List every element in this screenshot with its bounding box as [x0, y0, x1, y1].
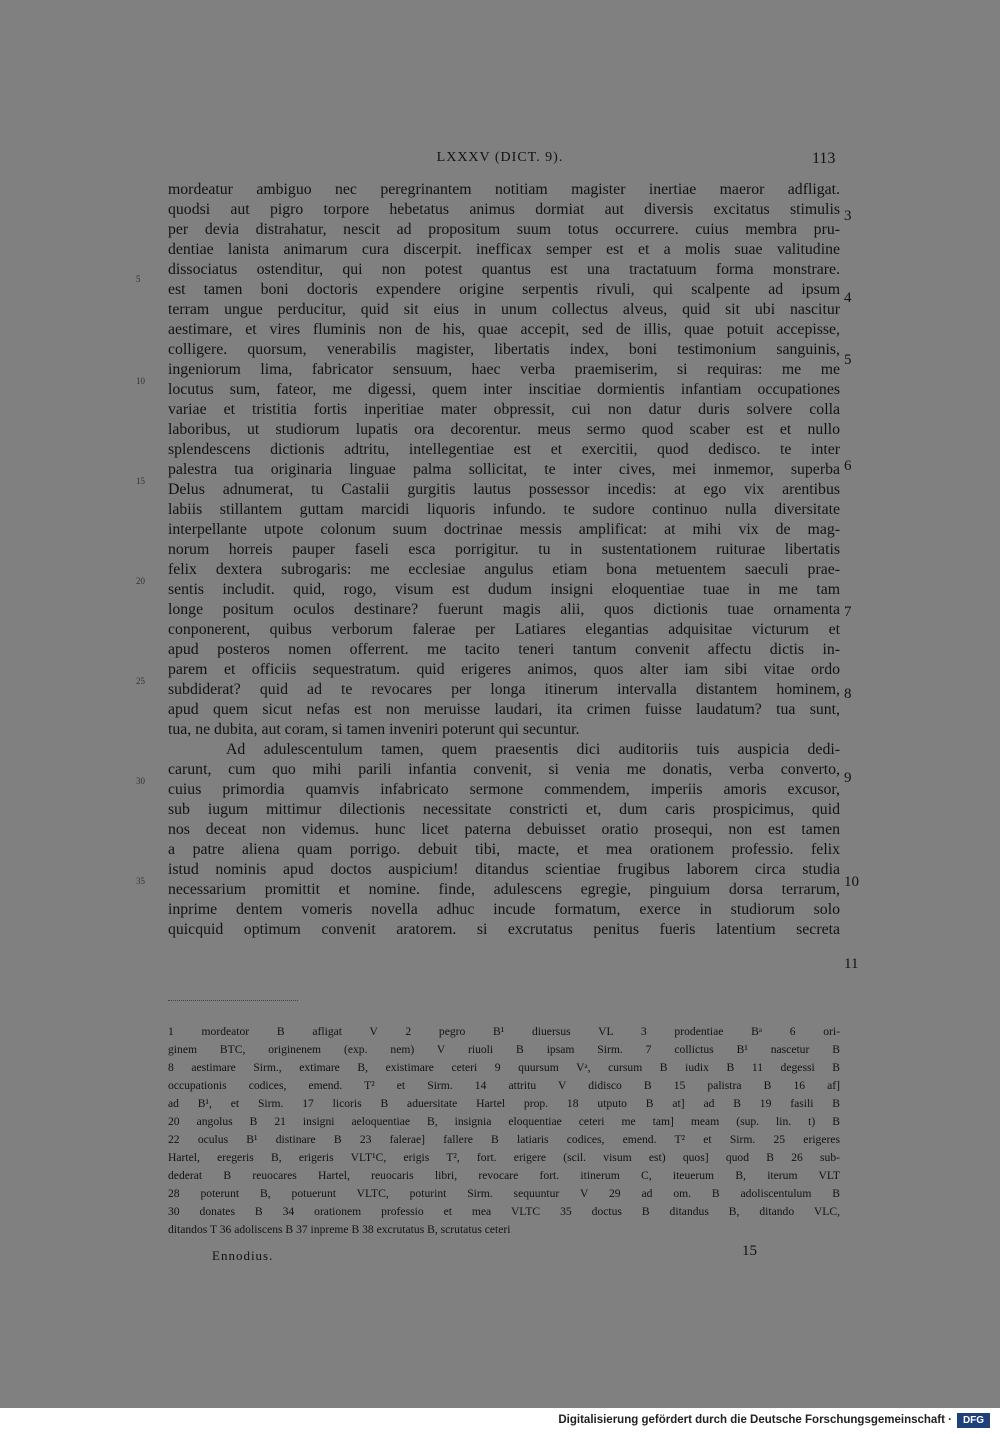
section-number: 5 [844, 352, 852, 368]
text-line: colligere. quorsum, venerabilis magister, libertatis index, boni testimonium sanguinis, [168, 341, 840, 358]
text-line: dissociatus ostenditur, qui non potest quantus est una tractatuum forma monstrare. [168, 261, 840, 278]
section-number: 9 [844, 770, 852, 786]
apparatus-line: ginem BTC, originenem (exp. nem) V riuoli B ipsam Sirm. 7 collictus B¹ nascetur B [168, 1043, 840, 1056]
text-line: interpellante utpote colonum suum doctrinae messis amplificat: at mihi vix de mag- [168, 521, 840, 538]
text-line: sentis includit. quid, rogo, visum est dudum insigni eloquentiae tuae in me tam [168, 581, 840, 598]
apparatus-line: occupationis codices, emend. T² et Sirm. 14 attritu V didisco B 15 palistra B 16 af] [168, 1079, 840, 1092]
text-line: carunt, cum quo mihi parili infantia convenit, si venia me donatis, verba converto, [168, 761, 840, 778]
apparatus-line: Hartel, eregeris B, erigeris VLT¹C, erigis T², fort. erigere (scil. visum est) quos] quod B 26 sub- [168, 1151, 840, 1164]
text-line: parem et officiis sequestratum. quid erigeres animos, quos alter iam sibi vitae ordo [168, 661, 840, 678]
text-line: felix dextera subrogaris: me ecclesiae angulus etiam bona metuentem saeculi prae- [168, 561, 840, 578]
apparatus-line: 28 poterunt B, potuerunt VLTC, poturint Sirm. sequuntur V 29 ad om. B adoliscentulum B [168, 1187, 840, 1200]
text-line: longe positum oculos destinare? fuerunt magis alii, quos dictionis tuae ornamenta [168, 601, 840, 618]
text-line: necessarium promittit et nomine. finde, adulescens egregie, pinguium dorsa terrarum, [168, 881, 840, 898]
line-number: 25 [136, 676, 145, 686]
text-line: per devia distrahatur, nescit ad propositum suum totus occurrere. cuius membra pru- [168, 221, 840, 238]
apparatus-line: ad B¹, et Sirm. 17 licoris B aduersitate Hartel prop. 18 utputo B at] ad B 19 fasili B [168, 1097, 840, 1110]
text-line: dentiae lanista animarum cura discerpit. inefficax semper est et a molis suae valitudine [168, 241, 840, 258]
text-line: conponerent, quibus verborum falerae per Latiares elegantias adquisitae victurum et [168, 621, 840, 638]
digitization-note: Digitalisierung gefördert durch die Deutsche Forschungsgemeinschaft · [558, 1414, 952, 1426]
line-number: 15 [136, 476, 145, 486]
text-line: quicquid optimum convenit aratorem. si excrutatus penitus fueris latentium secreta [168, 921, 840, 938]
section-number: 8 [844, 686, 852, 702]
line-number: 5 [136, 274, 141, 284]
dfg-logo: DFG [957, 1413, 990, 1428]
apparatus-line: 22 oculus B¹ distinare B 23 falerae] fallere B latiaris codices, emend. T² et Sirm. 25 erigeres [168, 1133, 840, 1146]
line-number: 20 [136, 576, 145, 586]
section-number: 4 [844, 290, 852, 306]
main-text [168, 180, 840, 940]
apparatus-line: 30 donates B 34 orationem professio et mea VLTC 35 doctus B ditandus B, ditando VLC, [168, 1205, 840, 1218]
text-line: palestra tua originaria linguae palma sollicitat, te inter cives, mei inmemor, superba [168, 461, 840, 478]
apparatus-line: dederat B reuocares Hartel, reuocaris libri, revocare fort. itinerum C, iteuerum B, iterum VLT [168, 1169, 840, 1182]
apparatus-line: 8 aestimare Sirm., extimare B, existimare ceteri 9 quursum Vᵃ, cursum B iudix B 11 degessi B [168, 1061, 840, 1074]
text-line: Delus adnumerat, tu Castalii gurgitis lautus possessor incedis: at ego vix arentibus [168, 481, 840, 498]
text-line: laboribus, ut studiorum lupatis ora decorentur. meus sermo quod scaber est et nullo [168, 421, 840, 438]
text-line: variae et tristitia fortis inperitiae mater obpressit, cui non datur duris solvere colla [168, 401, 840, 418]
text-line: terram ungue perducitur, quid sit eius in unum collectus alveus, quid sit ubi nascitur [168, 301, 840, 318]
running-title: LXXXV (DICT. 9). [436, 150, 564, 165]
apparatus-line: 1 mordeator B afligat V 2 pegro B¹ diuersus VL 3 prodentiae Bᵃ 6 ori- [168, 1025, 840, 1038]
text-line: mordeatur ambiguo nec peregrinantem notitiam magister inertiae maeror adfligat. [168, 181, 840, 198]
line-number: 10 [136, 376, 145, 386]
text-line: quodsi aut pigro torpore hebetatus animus dormiat aut diversis excitatus stimulis [168, 201, 840, 218]
text-line: apud posteros nomen offerrent. me tacito teneri tantum convenit affectu dictis in- [168, 641, 840, 658]
text-line: est tamen boni doctoris expendere origine serpentis rivuli, qui scalpente ad ipsum [168, 281, 840, 298]
text-line: Ad adulescentulum tamen, quem praesentis dici auditoriis tuis auspicia dedi- [226, 741, 840, 758]
signature-mark: Ennodius. [212, 1248, 274, 1263]
text-line: sub iugum mittimur dilectionis necessitate constricti et, dum caris prospicimus, quid [168, 801, 840, 818]
text-line: tua, ne dubita, aut coram, si tamen inveniri poterunt qui secuntur. [168, 721, 580, 738]
critical-apparatus [168, 1023, 840, 1239]
section-number: 11 [844, 956, 859, 972]
page-number: 113 [812, 150, 836, 167]
digitization-footer [0, 1408, 1000, 1434]
section-number: 3 [844, 208, 852, 224]
text-line: inprime dentem vomeris novella adhuc incude formatum, exerce in studiorum solo [168, 901, 840, 918]
text-line: istud nominis apud doctos auspicium! ditandus scientiae frugibus laborem circa studia [168, 861, 840, 878]
text-line: a patre aliena quam porrigo. debuit tibi, macte, et mea orationem professio. felix [168, 841, 840, 858]
line-number: 30 [136, 776, 145, 786]
text-line: locutus sum, fateor, me digessi, quem inter inscitiae dormientis infantiam occupationes [168, 381, 840, 398]
text-line: splendescens dictionis adtritu, intellegentiae est et exercitii, quod dedisco. te inter [168, 441, 840, 458]
apparatus-line: 20 angolus B 21 insigni aeloquentiae B, insignia eloquentiae ceteri me tam] meam (sup. lin. t) B [168, 1115, 840, 1128]
text-line: cuius primordia quamvis infabricato sermone commendem, imperiis amoris excusor, [168, 781, 840, 798]
apparatus-line: ditandos T 36 adoliscens B 37 inpreme B 38 excrutatus B, scrutatus ceteri [168, 1223, 511, 1236]
text-line: subdiderat? quid ad te revocares per longa itinerum intervalla distantem hominem, [168, 681, 840, 698]
section-number: 10 [844, 874, 859, 890]
text-line: apud quem sicut nefas est non meruisse laudari, ita crimen fuisse laudatum? tua sunt, [168, 701, 840, 718]
line-number: 35 [136, 876, 145, 886]
signature-number: 15 [742, 1243, 757, 1259]
section-number: 7 [844, 604, 852, 620]
text-line: nos deceat non videmus. hunc licet paterna debuisset oratio prosequi, non est tamen [168, 821, 840, 838]
text-line: aestimare, et vires fluminis non de his, quae accepit, sed de illis, quae potuit accepisse, [168, 321, 840, 338]
text-line: ingeniorum lima, fabricator sensuum, haec verba praemiserim, si requiras: me me [168, 361, 840, 378]
text-line: labiis stillantem guttam marcidi liquoris infundo. te sudore continuo nulla diversitate [168, 501, 840, 518]
section-number: 6 [844, 458, 852, 474]
footnote-separator [168, 1000, 298, 1001]
text-line: norum horreis pauper faseli esca porrigitur. tu in sustentationem ruiturae libertatis [168, 541, 840, 558]
